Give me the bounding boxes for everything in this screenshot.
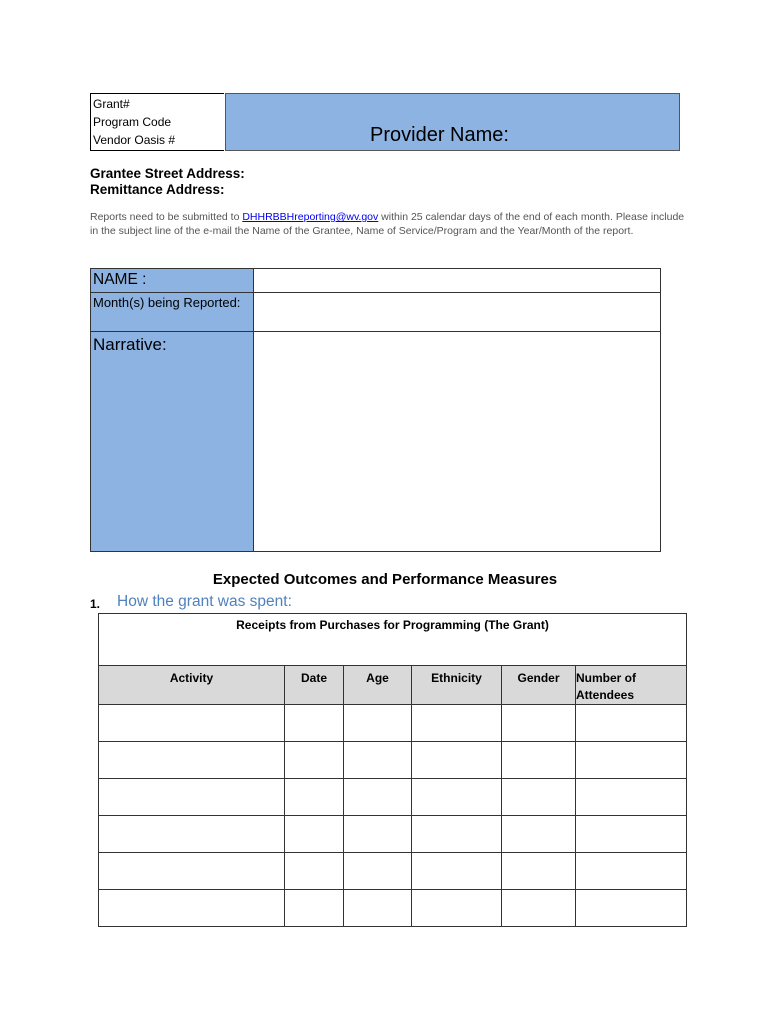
- table-cell[interactable]: [502, 816, 576, 853]
- table-cell[interactable]: [502, 779, 576, 816]
- name-field[interactable]: [254, 269, 661, 293]
- table-cell[interactable]: [576, 779, 687, 816]
- month-field[interactable]: [254, 293, 661, 332]
- table-cell[interactable]: [344, 705, 412, 742]
- table-cell[interactable]: [576, 853, 687, 890]
- table-cell[interactable]: [344, 853, 412, 890]
- column-header-attendees: Number of Attendees: [576, 666, 687, 705]
- table-cell[interactable]: [412, 853, 502, 890]
- table-cell[interactable]: [412, 705, 502, 742]
- receipts-caption: Receipts from Purchases for Programming (The Grant): [99, 614, 687, 666]
- outcomes-title: Expected Outcomes and Performance Measures: [212, 571, 558, 588]
- month-label: Month(s) being Reported:: [93, 295, 241, 310]
- remittance-address-label: Remittance Address:: [90, 182, 225, 197]
- table-cell[interactable]: [99, 705, 285, 742]
- table-row: [99, 742, 687, 779]
- program-code-label: Program Code: [93, 115, 172, 129]
- table-cell[interactable]: [412, 890, 502, 927]
- column-header-ethnicity: Ethnicity: [412, 666, 502, 705]
- table-cell[interactable]: [576, 890, 687, 927]
- table-cell[interactable]: [285, 816, 344, 853]
- grant-label: Grant#: [93, 97, 130, 111]
- narrative-label-cell: [91, 332, 254, 552]
- grant-info-box: [90, 93, 224, 151]
- narrative-label: Narrative:: [93, 335, 167, 354]
- table-cell[interactable]: [344, 890, 412, 927]
- narrative-field[interactable]: [254, 332, 661, 552]
- table-cell[interactable]: [344, 779, 412, 816]
- table-row: [99, 890, 687, 927]
- table-cell[interactable]: [576, 742, 687, 779]
- column-header-age: Age: [344, 666, 412, 705]
- reporting-email-link[interactable]: DHHRBBHreporting@wv.gov: [242, 211, 379, 223]
- table-cell[interactable]: [99, 779, 285, 816]
- table-cell[interactable]: [285, 705, 344, 742]
- item-number: 1.: [90, 597, 101, 611]
- receipts-table: [98, 613, 687, 927]
- table-cell[interactable]: [412, 742, 502, 779]
- table-cell[interactable]: [99, 853, 285, 890]
- name-label: NAME :: [93, 271, 147, 288]
- column-header-date: Date: [285, 666, 344, 705]
- column-header-activity: Activity: [99, 666, 285, 705]
- grant-spent-heading: How the grant was spent:: [117, 593, 292, 610]
- table-cell[interactable]: [576, 705, 687, 742]
- table-cell[interactable]: [502, 742, 576, 779]
- submission-notice: [90, 210, 690, 238]
- table-cell[interactable]: [576, 816, 687, 853]
- table-cell[interactable]: [502, 853, 576, 890]
- table-cell[interactable]: [412, 779, 502, 816]
- table-row: [99, 779, 687, 816]
- table-cell[interactable]: [285, 853, 344, 890]
- table-cell[interactable]: [99, 890, 285, 927]
- table-cell[interactable]: [285, 890, 344, 927]
- notice-text-1: Reports need to be submitted to: [90, 211, 243, 223]
- table-cell[interactable]: [344, 816, 412, 853]
- column-header-gender: Gender: [502, 666, 576, 705]
- table-cell[interactable]: [285, 742, 344, 779]
- table-cell[interactable]: [99, 816, 285, 853]
- table-cell[interactable]: [502, 705, 576, 742]
- provider-name-label: Provider Name:: [370, 124, 509, 146]
- table-row: [99, 853, 687, 890]
- table-cell[interactable]: [99, 742, 285, 779]
- table-cell[interactable]: [502, 890, 576, 927]
- table-row: [99, 705, 687, 742]
- provider-name-box[interactable]: [225, 93, 680, 151]
- table-cell[interactable]: [412, 816, 502, 853]
- table-cell[interactable]: [344, 742, 412, 779]
- table-cell[interactable]: [285, 779, 344, 816]
- vendor-oasis-label: Vendor Oasis #: [93, 133, 176, 147]
- table-row: [99, 816, 687, 853]
- month-label-cell: [91, 293, 254, 332]
- name-label-cell: [91, 269, 254, 293]
- notice-text-2: within 25 calendar days of the end of each month. Please include in the subject line of the e-mail the Name of the Grantee, Name of Service/Program and the Year/Month of the report.: [90, 211, 685, 237]
- grantee-street-address-label: Grantee Street Address:: [90, 166, 245, 181]
- report-info-table: [90, 268, 661, 552]
